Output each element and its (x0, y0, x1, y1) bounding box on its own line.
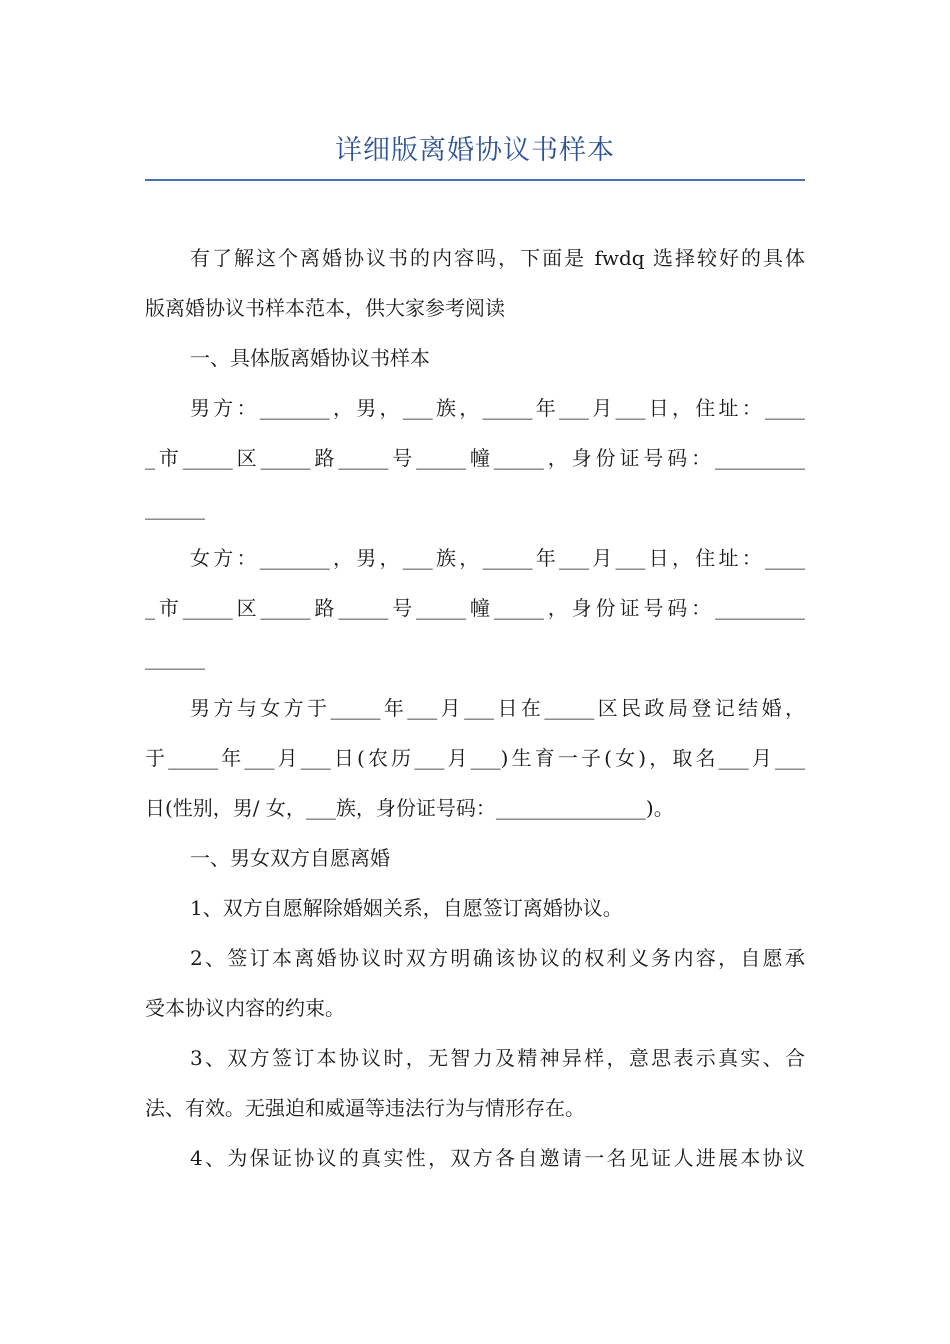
title-underline (145, 179, 805, 181)
male-info-line-3: ______ (145, 496, 205, 520)
clause-1: 1、双方自愿解除婚姻关系，自愿签订离婚协议。 (190, 896, 623, 920)
intro-line-2: 版离婚协议书样本范本，供大家参考阅读 (145, 296, 505, 320)
marriage-line-1: 男方与女方于_____年___月___日在_____区民政局登记结婚， (190, 696, 805, 720)
male-info-line-2: _市_____区_____路_____号_____幢_____，身份证号码：_________ (145, 446, 805, 470)
section-heading-sample: 一、具体版离婚协议书样本 (190, 346, 430, 370)
clause-3-line-1: 3、双方签订本协议时，无智力及精神异样，意思表示真实、合 (190, 1046, 805, 1070)
clause-2-line-2: 受本协议内容的约束。 (145, 996, 345, 1020)
section-heading-voluntary: 一、男女双方自愿离婚 (190, 846, 390, 870)
female-info-line-1: 女方：_______，男，___族，_____年___月___日，住址：____ (190, 546, 805, 570)
female-info-line-2: _市_____区_____路_____号_____幢_____，身份证号码：_________ (145, 596, 805, 620)
clause-3-line-2: 法、有效。无强迫和威逼等违法行为与情形存在。 (145, 1096, 585, 1120)
marriage-line-3: 日(性别，男/ 女，___族，身份证号码：_______________)。 (145, 796, 674, 820)
clause-2-line-1: 2、签订本离婚协议时双方明确该协议的权利义务内容，自愿承 (190, 946, 805, 970)
intro-line-1: 有了解这个离婚协议书的内容吗，下面是 fwdq 选择较好的具体 (190, 246, 805, 270)
male-info-line-1: 男方：_______，男，___族，_____年___月___日，住址：____ (190, 396, 805, 420)
document-title: 详细版离婚协议书样本 (335, 135, 615, 166)
clause-4-line-1: 4、为保证协议的真实性，双方各自邀请一名见证人进展本协议 (190, 1146, 805, 1170)
female-info-line-3: ______ (145, 646, 205, 670)
marriage-line-2: 于_____年___月___日(农历___月___)生育一子(女)，取名___月___ (145, 746, 805, 770)
